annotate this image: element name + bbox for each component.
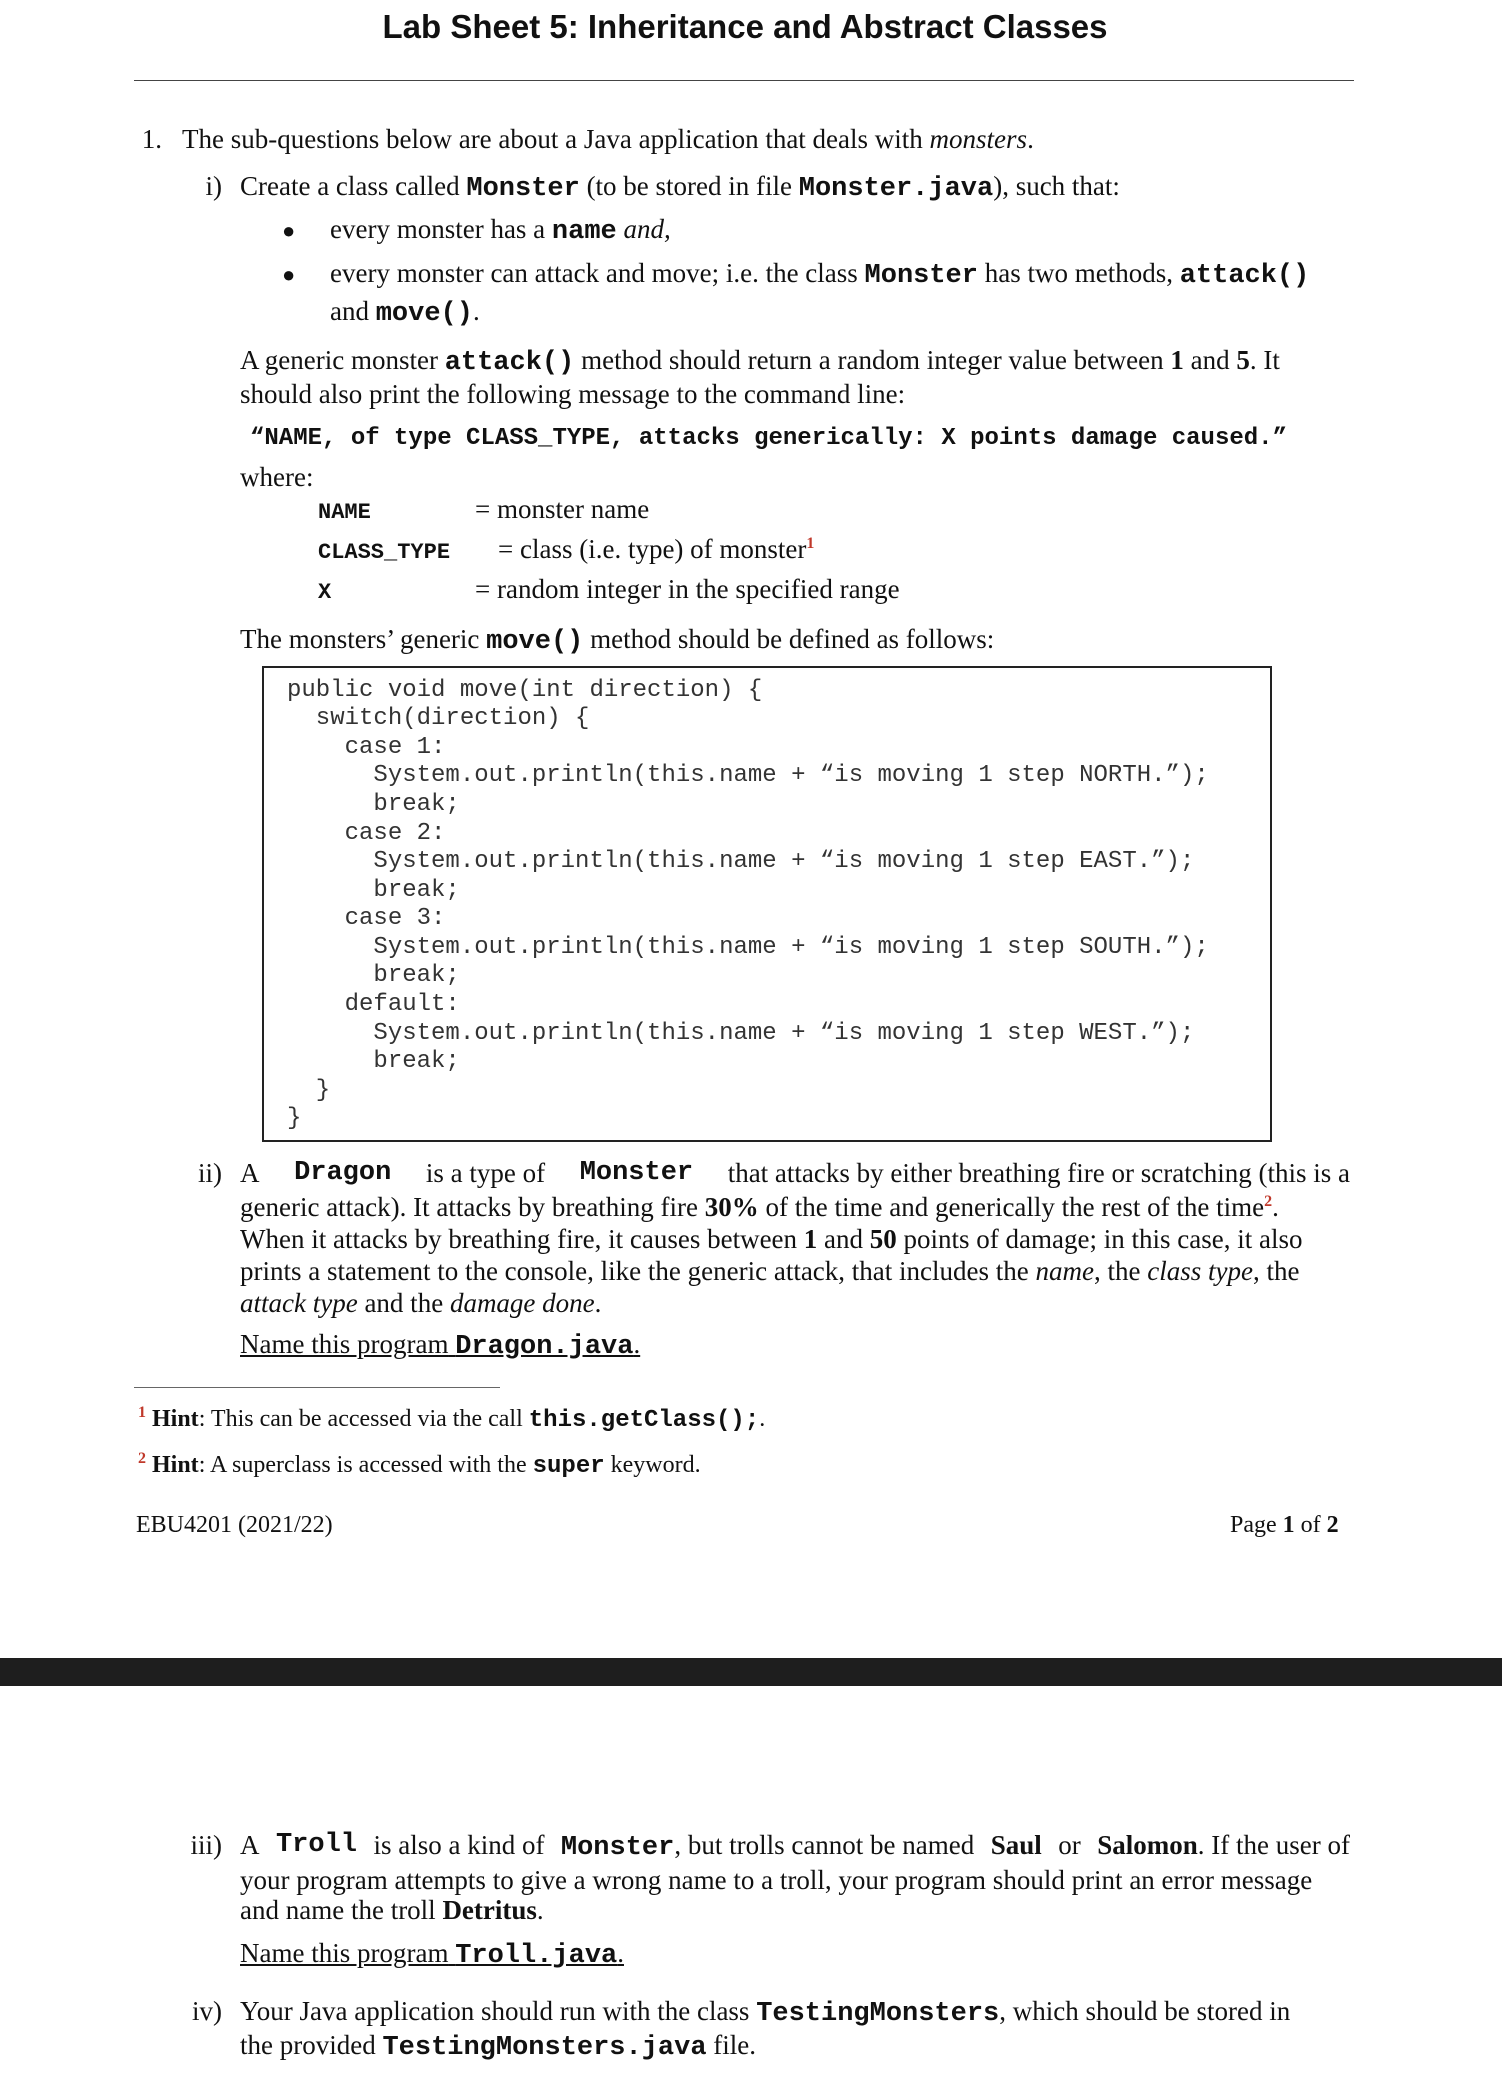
move-method-code-box [262, 666, 1272, 1142]
code-line: } [287, 1077, 331, 1104]
dragon-paragraph-line-2: generic attack). It attacks by breathing fire 30% of the time and generically the rest of the time$^2$. [240, 1192, 1279, 1222]
bullet-icon: ● [282, 262, 296, 287]
bullet-1-text: every monster has a name and, [330, 214, 671, 247]
definition-value: = monster name [475, 494, 650, 524]
attack-message-format: “NAME, of type CLASS_TYPE, attacks generically: X points damage caused.” [250, 425, 1287, 452]
attack-paragraph-line-2: should also print the following message to the command line: [240, 379, 906, 409]
question-1-text: The sub-questions below are about a Java application that deals with monsters. [182, 124, 1034, 154]
where-label: where: [240, 462, 314, 492]
testing-paragraph-line-1: Your Java application should run with the class TestingMonsters, which should be stored in [240, 1996, 1291, 2029]
move-intro: The monsters’ generic move() method should be defined as follows: [240, 624, 995, 657]
footnote-reference-1: 1 [806, 535, 815, 552]
bullet-icon: ● [282, 218, 296, 243]
subquestion-i-intro: Create a class called Monster (to be stored in file Monster.java), such that: [240, 171, 1120, 204]
code-line: break; [287, 791, 460, 818]
footnote-2: $^2$ Hint: A superclass is accessed with the super keyword. [138, 1450, 701, 1480]
code-line: System.out.println(this.name + “is moving 1 step WEST.”); [287, 1020, 1195, 1047]
footnote-reference-2: 2 [1264, 1193, 1273, 1210]
code-line: } [287, 1105, 302, 1132]
attack-paragraph-line-1: A generic monster attack() method should return a random integer value between 1 and 5. It [240, 345, 1280, 378]
title-divider [134, 80, 1354, 81]
code-line: case 3: [287, 905, 446, 932]
dragon-paragraph-line-1: A Dragon is a type of Monster that attacks by either breathing fire or scratching (this is a [240, 1158, 1350, 1188]
troll-paragraph-line-3: and name the troll Detritus. [240, 1895, 544, 1925]
code-line: break; [287, 1048, 460, 1075]
definition-key: NAME [318, 500, 371, 525]
subquestion-iii-number: iii) [190, 1830, 222, 1860]
definition-value: = class (i.e. type) of monster$^1$ [498, 534, 815, 564]
troll-paragraph-line-1: A Troll is also a kind of Monster, but trolls cannot be named Saul or Salomon. If the user of [240, 1830, 1350, 1863]
bullet-2-line-1: every monster can attack and move; i.e. the class Monster has two methods, attack() [330, 258, 1310, 291]
dragon-paragraph-line-3: When it attacks by breathing fire, it causes between 1 and 50 points of damage; in this case, it also [240, 1224, 1303, 1254]
code-line: break; [287, 962, 460, 989]
subquestion-ii-number: ii) [198, 1158, 222, 1188]
code-line: default: [287, 991, 460, 1018]
dragon-paragraph-line-5: attack type and the damage done. [240, 1288, 602, 1318]
definition-key: X [318, 580, 332, 605]
course-code-footer: EBU4201 (2021/22) [136, 1512, 333, 1538]
footnote-divider [134, 1387, 500, 1388]
bullet-2-line-2: and move(). [330, 296, 480, 329]
code-line: break; [287, 877, 460, 904]
troll-program-name: Name this program Troll.java. [240, 1938, 624, 1971]
subquestion-i-number: i) [205, 171, 222, 201]
code-line: switch(direction) { [287, 705, 590, 732]
code-line: System.out.println(this.name + “is moving 1 step SOUTH.”); [287, 934, 1209, 961]
code-line: case 2: [287, 820, 446, 847]
subquestion-iv-number: iv) [192, 1996, 222, 2026]
page-number-footer: Page 1 of 2 [1230, 1512, 1339, 1538]
page-title: Lab Sheet 5: Inheritance and Abstract Classes [382, 8, 1108, 45]
definition-value: = random integer in the specified range [475, 574, 900, 604]
footnote-1: $^1$ Hint: This can be accessed via the call this.getClass();. [138, 1404, 766, 1434]
code-line: System.out.println(this.name + “is moving 1 step NORTH.”); [287, 762, 1209, 789]
testing-paragraph-line-2: the provided TestingMonsters.java file. [240, 2030, 757, 2063]
dragon-program-name: Name this program Dragon.java. [240, 1329, 641, 1362]
code-line: public void move(int direction) { [287, 677, 763, 704]
page-separator [0, 1658, 1502, 1686]
troll-paragraph-line-2: your program attempts to give a wrong name to a troll, your program should print an error message [240, 1865, 1313, 1895]
question-1-number: 1. [141, 124, 162, 154]
definition-key: CLASS_TYPE [318, 540, 451, 565]
code-line: System.out.println(this.name + “is moving 1 step EAST.”); [287, 848, 1195, 875]
dragon-paragraph-line-4: prints a statement to the console, like the generic attack, that includes the name, the class type, the [240, 1256, 1300, 1286]
code-line: case 1: [287, 734, 446, 761]
